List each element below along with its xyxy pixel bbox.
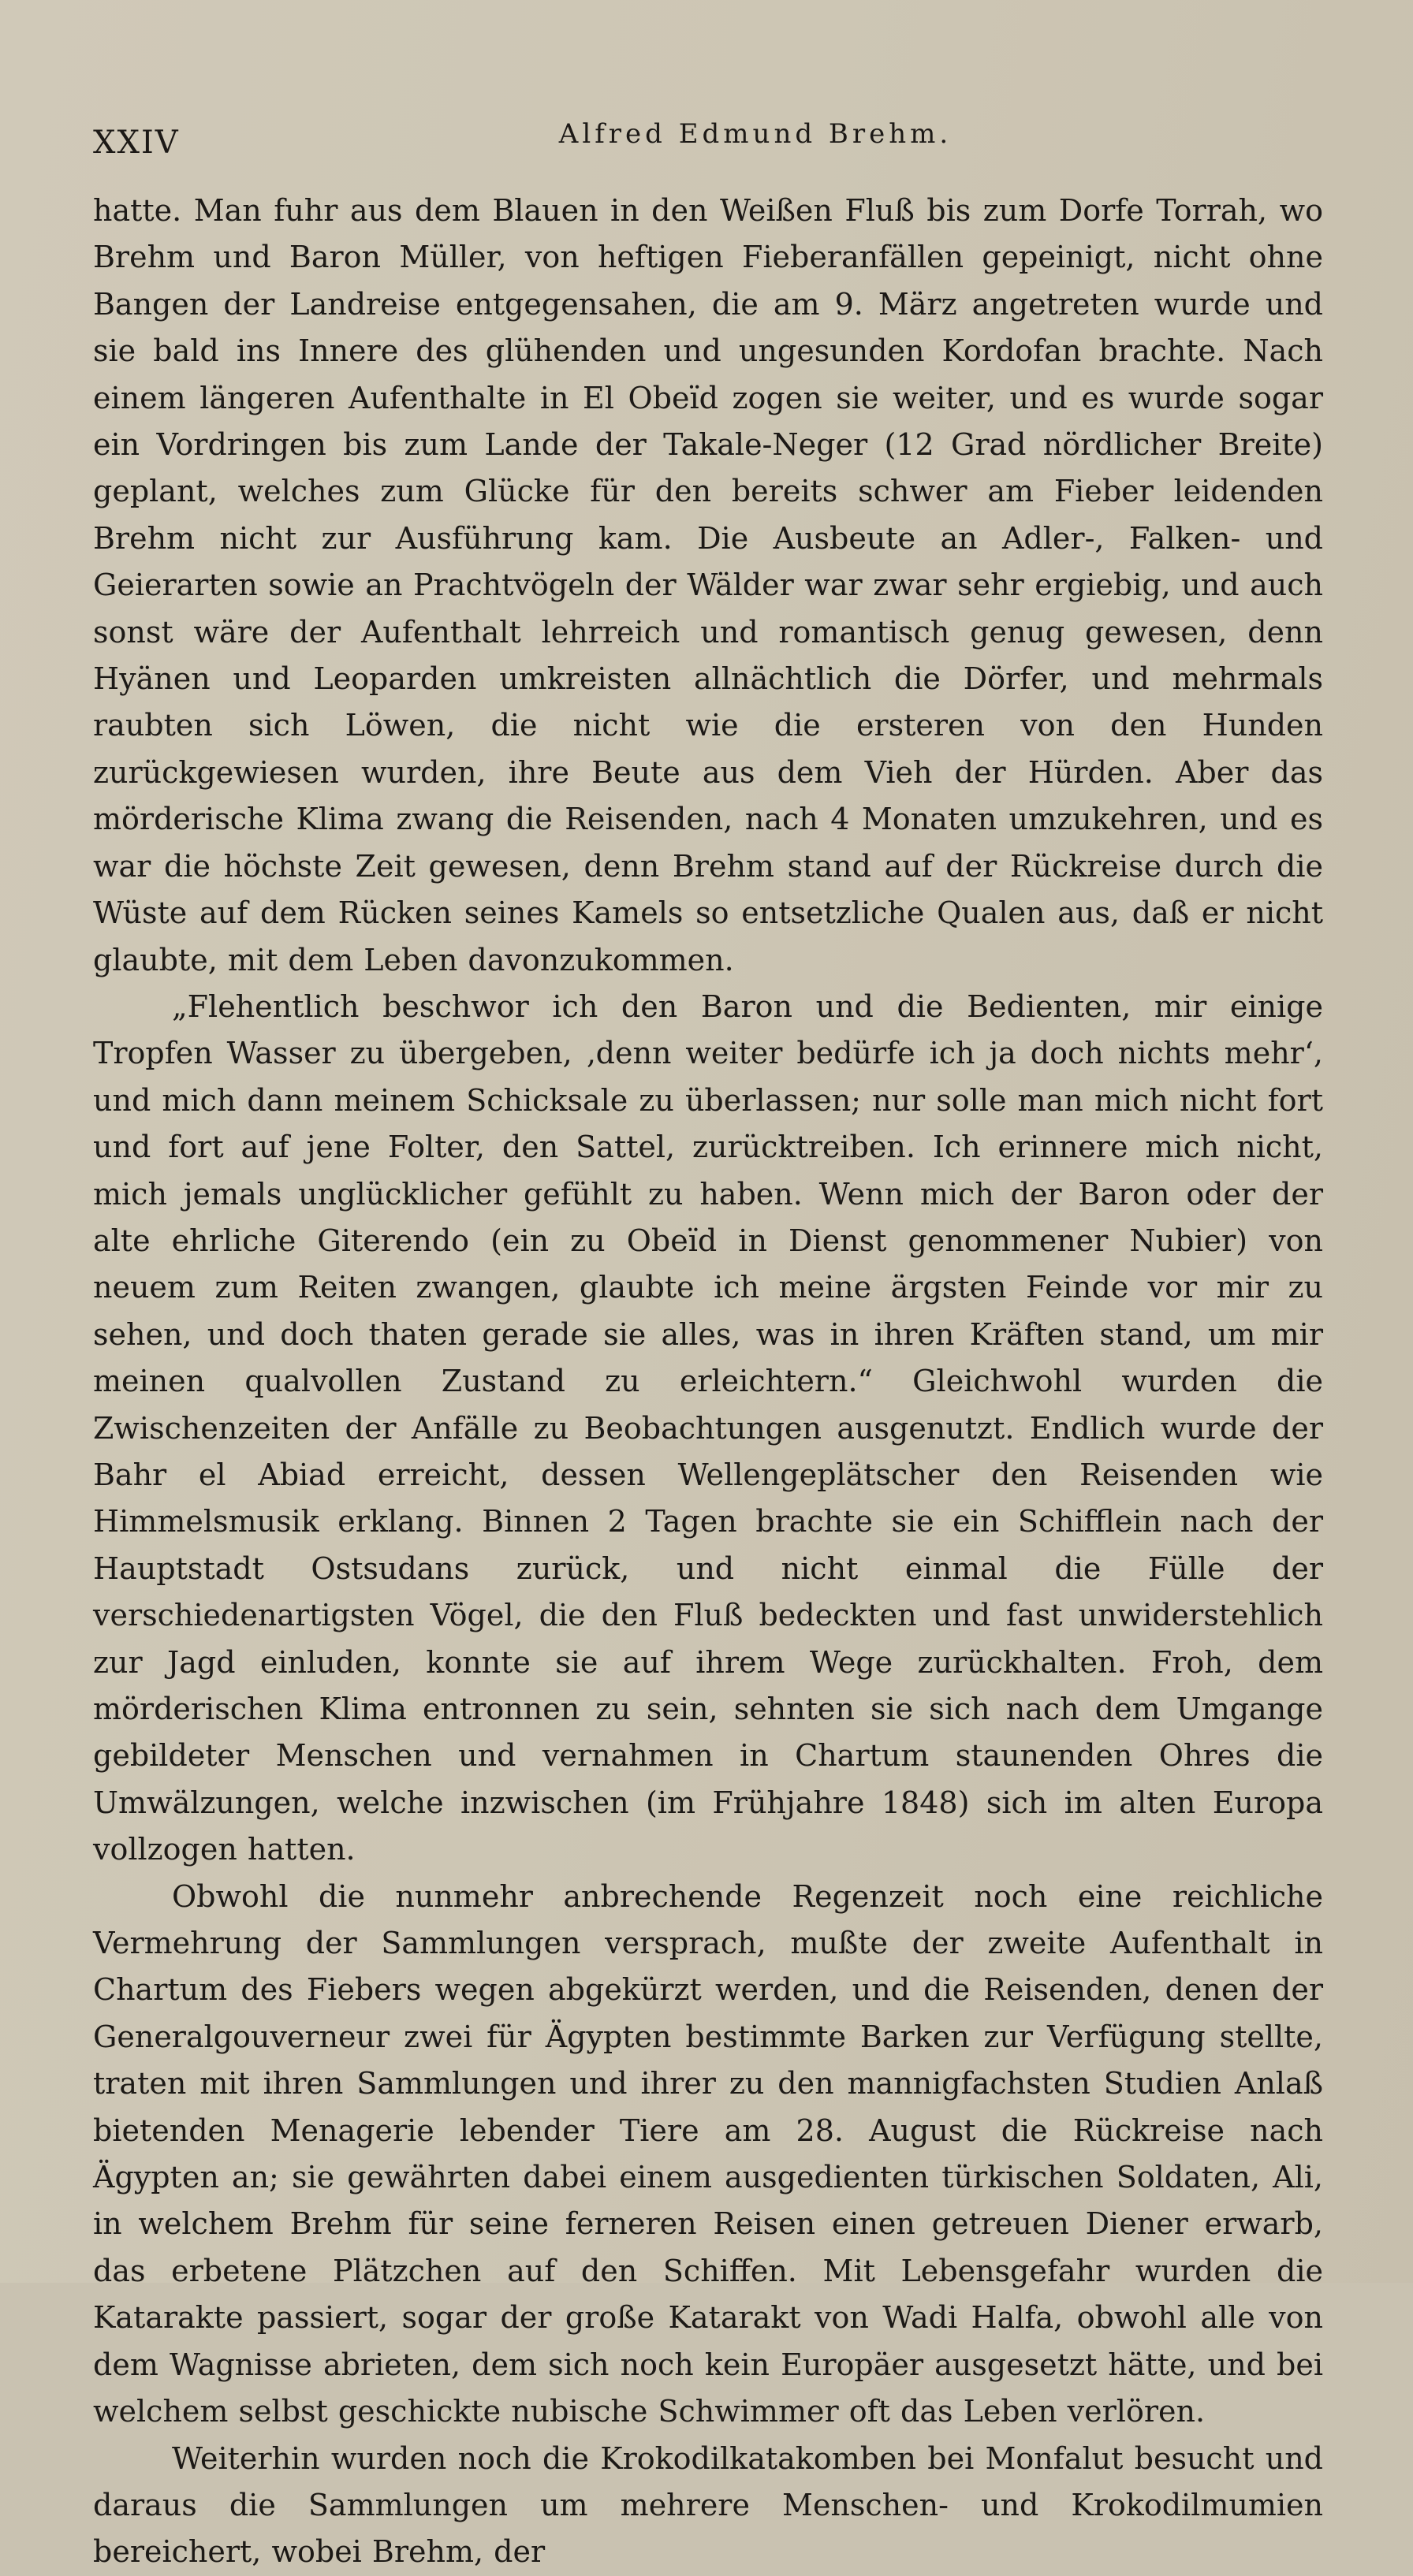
page-number: XXIV (93, 125, 180, 161)
paragraph-1: hatte. Man fuhr aus dem Blauen in den Weißen Fluß bis zum Dorfe Torrah, wo Brehm und Baron Müller, von heftigen Fieberanfällen gepeinigt, nicht ohne Bangen der Landreise entgegensahen, die am 9. März angetreten wurde und sie bald ins Innere des glühenden und ungesunden Kordofan brachte. Nach einem längeren Aufenthalte in El Obeïd zogen sie weiter, und es wurde sogar ein Vordringen bis zum Lande der Takale-Neger (12 Grad nördlicher Breite) geplant, welches zum Glücke für den bereits schwer am Fieber leidenden Brehm nicht zur Ausführung kam. Die Ausbeute an Adler-, Falken- und Geierarten sowie an Prachtvögeln der Wälder war zwar sehr ergiebig, und auch sonst wäre der Aufenthalt lehrreich und romantisch genug gewesen, denn Hyänen und Leoparden umkreisten allnächtlich die Dörfer, und mehrmals raubten sich Löwen, die nicht wie die ersteren von den Hunden zurückgewiesen wurden, ihre Beute aus dem Vieh der Hürden. Aber das mörderische Klima zwang die Reisenden, nach 4 Monaten umzukehren, und es war die höchste Zeit gewesen, denn Brehm stand auf der Rückreise durch die Wüste auf dem Rücken seines Kamels so entsetzliche Qualen aus, daß er nicht glaubte, mit dem Leben davonzukommen. (93, 193, 1323, 977)
running-title: Alfred Edmund Brehm. (558, 118, 953, 150)
paragraph-4: Weiterhin wurden noch die Krokodilkatakomben bei Monfalut besucht und daraus die Sammlungen um mehrere Menschen- und Krokodilmumien bereichert, wobei Brehm, der (93, 2440, 1323, 2570)
page-header (93, 118, 1323, 166)
paragraph-3: Obwohl die nunmehr anbrechende Regenzeit noch eine reichliche Vermehrung der Sammlungen versprach, mußte der zweite Aufenthalt in Chartum des Fiebers wegen abgekürzt werden, und die Reisenden, denen der Generalgouverneur zwei für Ägypten bestimmte Barken zur Verfügung stellte, traten mit ihren Sammlungen und ihrer zu den mannigfachsten Studien Anlaß bietenden Menagerie lebender Tiere am 28. August die Rückreise nach Ägypten an; sie gewährten dabei einem ausgedienten türkischen Soldaten, Ali, in welchem Brehm für seine ferneren Reisen einen getreuen Diener erwarb, das erbetene Plätzchen auf den Schiffen. Mit Lebensgefahr wurden die Katarakte passiert, sogar der große Katarakt von Wadi Halfa, obwohl alle von dem Wagnisse abrieten, dem sich noch kein Europäer ausgesetzt hätte, und bei welchem selbst geschickte nubische Schwimmer oft das Leben verlören. (93, 1878, 1323, 2429)
body-text (93, 188, 1323, 2576)
paragraph-2-quotation: „Flehentlich beschwor ich den Baron und die Bedienten, mir einige Tropfen Wasser zu übergeben, ‚denn weiter bedürfe ich ja doch nichts mehr‘, und mich dann meinem Schicksale zu überlassen; nur solle man mich nicht fort und fort auf jene Folter, den Sattel, zurücktreiben. Ich erinnere mich nicht, mich jemals unglücklicher gefühlt zu haben. Wenn mich der Baron oder der alte ehrliche Giterendo (ein zu Obeïd in Dienst genommener Nubier) von neuem zum Reiten zwangen, glaubte ich meine ärgsten Feinde vor mir zu sehen, und doch thaten gerade sie alles, was in ihren Kräften stand, um mir meinen qualvollen Zustand zu erleichtern.“ Gleichwohl wurden die Zwischenzeiten der Anfälle zu Beobachtungen ausgenutzt. Endlich wurde der Bahr el Abiad erreicht, dessen Wellengeplätscher den Reisenden wie Himmelsmusik erklang. Binnen 2 Tagen brachte sie ein Schifflein nach der Hauptstadt Ostsudans zurück, und nicht einmal die Fülle der verschiedenartigsten Vögel, die den Fluß bedeckten und fast unwiderstehlich zur Jagd einluden, konnte sie auf ihrem Wege zurückhalten. Froh, dem mörderischen Klima entronnen zu sein, sehnten sie sich nach dem Umgange gebildeter Menschen und vernahmen in Chartum staunenden Ohres die Umwälzungen, welche inzwischen (im Frühjahre 1848) sich im alten Europa vollzogen hatten. (93, 988, 1323, 1867)
